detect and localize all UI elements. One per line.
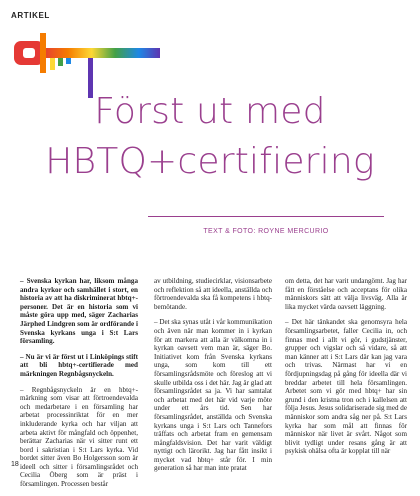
- headline-line-1: Först ut med: [94, 91, 326, 132]
- body-paragraph: – Regnbågsnyckeln är en hbtq+-märkning som visar att förtroendevalda och medarbetare i en församling har arbetat processinriktat för en mer inkluderande kyrka och har viljan att arbeta aktivt för mångfald och öppenhet, berättar Zacharias när vi sitter runt ett bord i sakristian i S:t Lars kyrka. Vid bordet sitter även Bo Holgersson som är ideell och sitter i församlingsrådet och Cecilia Öberg som är präst i församlingen. Processen består: [20, 385, 138, 489]
- body-paragraph: av utbildning, studiecirklar, visionsarbete och reflektion så att ideella, anställda och förtroendevalda ska få kompetens i hbtq-bemötande.: [154, 277, 272, 311]
- lead-paragraph-2: – Nu är vi är först ut i Linköpings stift att bli hbtq+-certifierade med märkningen Regnbågsnyckeln.: [20, 352, 138, 378]
- body-paragraph: om detta, det har varit undangömt. Jag har fått en förståelse och acceptans för olika människors sätt att välja livsväg. Alla är lika mycket värda oavsett läggning.: [285, 277, 407, 311]
- body-paragraph: – Det ska synas utåt i vår kommunikation och även när man kommer in i kyrkan för att markera att alla är välkomna in i kyrkan oavsett vem man är, säger Bo. Initiativet kom från Svenska kyrkans unga, som kom till ett församlingsrådsmöte och föreslog att vi skulle utbilda oss i det här. Jag är glad att församlingsrådet sa ja. Vi har samtalat och arbetat med det här vid varje möte under ett års tid. Sen har församlingsrådet, anställda och Svenska kyrkans unga i S:t Lars och Tannefors träffats och arbetat fram en gemensam mångfaldsvision. Det har varit väldigt nyttigt och lärorikt. Jag har fått insikt i mycket vad hbtq+ står för. I min generation så har man inte pratat: [154, 318, 273, 473]
- page-number: 18: [11, 461, 19, 468]
- text-column-2: [154, 277, 272, 480]
- body-paragraph: – Det här tänkandet ska genomsyra hela församlingsarbetet, faller Cecilia in, och finnas med i allt vi gör, i gudstjänster, grupper och vigslar och så vidare, så att man känner att i S:t Lars där kan jag vara och trivas. Närmast har vi en fördjupningsdag på gång för ideella där vi breddar arbetet till hela församlingen. Arbetet som vi gör med hbtq+ har sin grund i den kristna tron och i kallelsen att följa Jesus. Jesus solidariserade sig med de människor som andra såg ner på. S:t Lars kyrka har som mål att finnas för människor när livet är svårt. Något som blivit tydligt under resans gång är att psykisk ohälsa ofta är kopplat till när: [285, 318, 407, 456]
- lead-paragraph-1: – Svenska kyrkan har, liksom många andra kyrkor och samhället i stort, en historia av att ha diskriminerat hbtq+-personer. Det är en historia som vi måste göra upp med, säger Zacharias Järphed Lindgren som är ordförande i Svenska kyrkans unga i S:t Lars församling.: [20, 277, 138, 346]
- text-column-3: [285, 277, 407, 463]
- section-label: ARTIKEL: [11, 11, 50, 20]
- text-column-1: [20, 277, 138, 496]
- divider: [148, 216, 384, 217]
- credit-line: TEXT & FOTO: ROYNE MERCURIO: [203, 228, 329, 235]
- headline-line-2: HBTQ+certifiering: [45, 141, 375, 182]
